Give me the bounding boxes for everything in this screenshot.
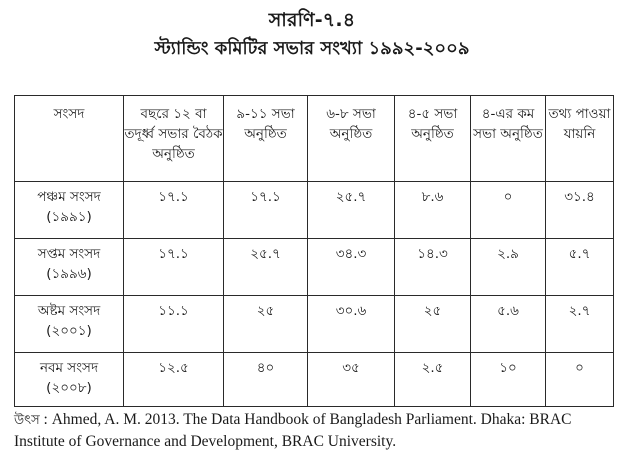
committee-meetings-table xyxy=(14,95,614,407)
value-cell: ১৭.১ xyxy=(124,182,224,239)
value-cell: ৮.৬ xyxy=(395,182,471,239)
value-cell: ২৫.৭ xyxy=(224,239,308,296)
parliament-year: (২০০১) xyxy=(46,323,92,339)
parliament-name: নবম সংসদ xyxy=(39,360,99,376)
value-cell: ১২.৫ xyxy=(124,353,224,407)
parliament-name: অষ্টম সংসদ xyxy=(37,303,101,319)
value-cell: ৪০ xyxy=(224,353,308,407)
parliament-year: (২০০৮) xyxy=(46,380,92,396)
parliament-cell xyxy=(15,296,124,353)
parliament-year: (১৯৯১) xyxy=(46,209,92,225)
value-cell: ৩১.৪ xyxy=(546,182,614,239)
table-row xyxy=(15,182,614,239)
value-cell: ০ xyxy=(546,353,614,407)
table-row xyxy=(15,353,614,407)
value-cell: ৫.৭ xyxy=(546,239,614,296)
value-cell: ৩৪.৩ xyxy=(308,239,395,296)
parliament-cell xyxy=(15,182,124,239)
source-citation xyxy=(14,409,620,452)
column-header-12-plus: বছরে ১২ বা তদূর্ধ্ব সভার বৈঠক অনুষ্ঠিত xyxy=(124,96,224,182)
value-cell: ১১.১ xyxy=(124,296,224,353)
value-cell: ১৪.৩ xyxy=(395,239,471,296)
value-cell: ২.৯ xyxy=(471,239,546,296)
value-cell: ৩০.৬ xyxy=(308,296,395,353)
table-title: স্ট্যান্ডিং কমিটির সভার সংখ্যা ১৯৯২-২০০৯ xyxy=(154,38,470,59)
column-header-9-11: ৯-১১ সভা অনুষ্ঠিত xyxy=(224,96,308,182)
value-cell: ১৭.১ xyxy=(224,182,308,239)
column-header-no-data: তথ্য পাওয়া যায়নি xyxy=(546,96,614,182)
table-number: সারণি-৭.৪ xyxy=(268,9,356,31)
value-cell: ১৭.১ xyxy=(124,239,224,296)
column-header-6-8: ৬-৮ সভা অনুষ্ঠিত xyxy=(308,96,395,182)
title-block xyxy=(0,8,624,62)
parliament-name: পঞ্চম সংসদ xyxy=(37,189,101,205)
value-cell: ২৫.৭ xyxy=(308,182,395,239)
table-row xyxy=(15,239,614,296)
value-cell: ৫.৬ xyxy=(471,296,546,353)
parliament-cell xyxy=(15,239,124,296)
parliament-cell xyxy=(15,353,124,407)
value-cell: ১০ xyxy=(471,353,546,407)
parliament-year: (১৯৯৬) xyxy=(46,266,92,282)
column-header-less-than-4: ৪-এর কম সভা অনুষ্ঠিত xyxy=(471,96,546,182)
value-cell: ৩৫ xyxy=(308,353,395,407)
value-cell: ২.৫ xyxy=(395,353,471,407)
header-row xyxy=(15,96,614,182)
value-cell: ২.৭ xyxy=(546,296,614,353)
source-text: : Ahmed, A. M. 2013. The Data Handbook of Bangladesh Parliament. Dhaka: BRAC Institute of Governance and Development, BRAC University. xyxy=(14,411,572,450)
value-cell: ২৫ xyxy=(395,296,471,353)
source-label: উৎস xyxy=(14,413,40,428)
value-cell: ০ xyxy=(471,182,546,239)
table-row xyxy=(15,296,614,353)
value-cell: ২৫ xyxy=(224,296,308,353)
column-header-parliament: সংসদ xyxy=(15,96,124,182)
column-header-4-5: ৪-৫ সভা অনুষ্ঠিত xyxy=(395,96,471,182)
parliament-name: সপ্তম সংসদ xyxy=(37,246,101,262)
